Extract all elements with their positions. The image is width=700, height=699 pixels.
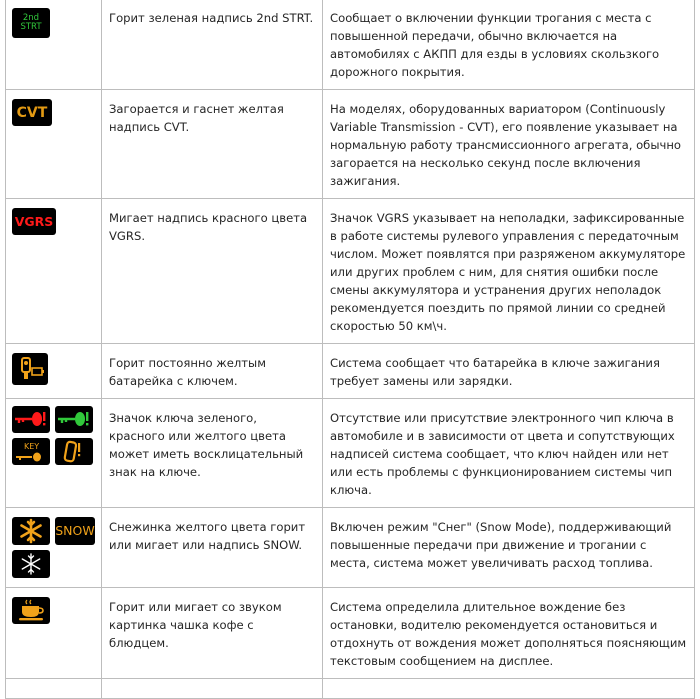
meaning-cell: На моделях, оборудованных вариатором (Continuously Variable Transmission - CVT), его появление указывает на нормальную работу трансмиссионного агрегата, обычно загорается на несколько секунд после включения зажигания. bbox=[323, 90, 695, 199]
meaning-cell: Включен режим "Снег" (Snow Mode), поддерживающий повышенные передачи при движение и трогании с места, система может увеличивать расход топлива. bbox=[323, 508, 695, 588]
description-cell bbox=[102, 679, 323, 699]
snowflake-white-icon bbox=[12, 550, 50, 578]
icon-cell bbox=[6, 344, 102, 399]
icon-cell bbox=[6, 679, 102, 699]
snowflake-yellow-icon bbox=[12, 517, 50, 545]
table-row bbox=[6, 588, 695, 679]
icon-cell bbox=[6, 0, 102, 90]
indicator-table bbox=[5, 0, 695, 699]
vgrs-indicator-icon: VGRS bbox=[12, 208, 56, 235]
description-cell: Горит зеленая надпись 2nd STRT. bbox=[102, 0, 323, 90]
coffee-cup-icon bbox=[12, 597, 50, 624]
icon-cell bbox=[6, 588, 102, 679]
description-cell: Горит постоянно желтым батарейка с ключем. bbox=[102, 344, 323, 399]
table-row bbox=[6, 0, 695, 90]
cvt-indicator-icon: CVT bbox=[12, 99, 52, 126]
description-cell: Загорается и гаснет желтая надпись CVT. bbox=[102, 90, 323, 199]
table-row bbox=[6, 399, 695, 508]
key-yellow-text-icon bbox=[12, 438, 50, 465]
key-red-icon bbox=[12, 406, 50, 433]
key-green-icon bbox=[55, 406, 93, 433]
meaning-cell: Значок VGRS указывает на неполадки, зафиксированные в работе системы рулевого управления с передаточным числом. Может появлятся при разряженом аккумуляторе или других проблем с ним, для снятия ошибки после смены аккумулятора и устранения других неполадок рекомендуется поездить по прямой линии со средней скоростью 50 км\ч. bbox=[323, 199, 695, 344]
icon-cell bbox=[6, 399, 102, 508]
meaning-cell: Система определила длительное вождение без остановки, водителю рекомендуется остановиться и отдохнуть от вождения может дополняться поясняющим текстовым сообщением на дисплее. bbox=[323, 588, 695, 679]
meaning-cell bbox=[323, 679, 695, 699]
description-cell: Мигает надпись красного цвета VGRS. bbox=[102, 199, 323, 344]
key-fob-exclamation-icon bbox=[55, 438, 93, 465]
2nd-strt-indicator-icon: 2nd STRT bbox=[12, 8, 50, 38]
description-cell: Снежинка желтого цвета горит или мигает или надпись SNOW. bbox=[102, 508, 323, 588]
svg-text:KEY: KEY bbox=[24, 442, 40, 451]
table-row bbox=[6, 508, 695, 588]
table-row bbox=[6, 344, 695, 399]
icon-cell bbox=[6, 508, 102, 588]
meaning-cell: Отсутствие или присутствие электронного чип ключа в автомобиле и в зависимости от цвета и сопутствующих надписей система сообщает, что ключ найден или нет или есть проблемы с функционированием системы чип ключа. bbox=[323, 399, 695, 508]
meaning-cell: Сообщает о включении функции трогания с места с повышенной передачи, обычно включается на автомобилях с АКПП для езды в условиях скользкого дорожного покрытия. bbox=[323, 0, 695, 90]
description-cell: Значок ключа зеленого, красного или желтого цвета может иметь восклицательный знак на ключе. bbox=[102, 399, 323, 508]
table-row bbox=[6, 90, 695, 199]
icon-cell bbox=[6, 199, 102, 344]
key-battery-icon bbox=[12, 353, 48, 385]
snow-text-icon: SNOW bbox=[55, 517, 95, 545]
description-cell: Горит или мигает со звуком картинка чашка кофе с блюдцем. bbox=[102, 588, 323, 679]
table-row bbox=[6, 199, 695, 344]
table-row bbox=[6, 679, 695, 699]
icon-cell bbox=[6, 90, 102, 199]
meaning-cell: Система сообщает что батарейка в ключе зажигания требует замены или зарядки. bbox=[323, 344, 695, 399]
